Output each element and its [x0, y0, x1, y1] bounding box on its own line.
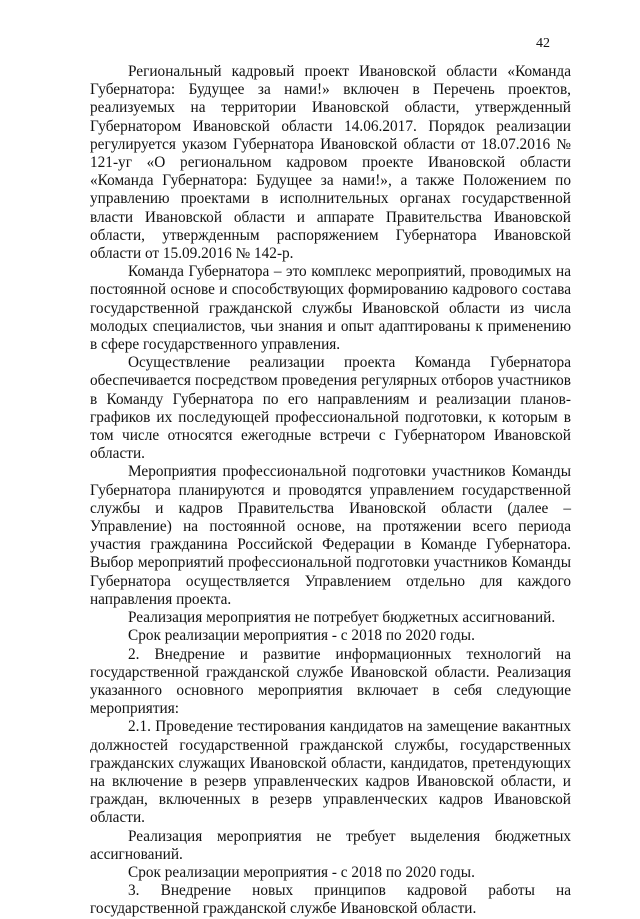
paragraph-team-definition: Команда Губернатора – это комплекс мероприятий, проводимых на постоянной основе и способствующих формированию кадрового состава государственной гражданской службы Ивановской области из числа молодых специалистов, чьи знания и опыт адаптированы к применению в сфере государственного управления. [90, 263, 571, 354]
paragraph-it-development: 2. Внедрение и развитие информационных технологий на государственной гражданской службе Ивановской области. Реализация указанного основного мероприятия включает в себя следующие мероприятия: [90, 645, 571, 718]
paragraph-testing: 2.1. Проведение тестирования кандидатов на замещение вакантных должностей государственной гражданской службы, государственных гражданских служащих Ивановской области, кандидатов, претендующих на включение в резерв управленческих кадров Ивановской области, и граждан, включенных в резерв управленческих кадров Ивановской области. [90, 718, 571, 827]
paragraph-implementation: Осуществление реализации проекта Команда Губернатора обеспечивается посредством проведения регулярных отборов участников в Команду Губернатора по его направлениям и реализации планов-графиков их последующей профессиональной подготовки, к которым в том числе относятся ежегодные встречи с Губернатором Ивановской области. [90, 354, 571, 463]
paragraph-training-events: Мероприятия профессиональной подготовки участников Команды Губернатора планируются и проводятся управлением государственной службы и кадров Правительства Ивановской области (далее – Управление) на постоянной основе, на протяжении всего периода участия гражданина Российской Федерации в Команде Губернатора. Выбор мероприятий профессиональной подготовки участников Команды Губернатора осуществляется Управлением отдельно для каждого направления проекта. [90, 463, 571, 608]
paragraph-term: Срок реализации мероприятия - с 2018 по 2020 годы. [128, 627, 475, 645]
paragraph-new-principles: 3. Внедрение новых принципов кадровой работы на государственной гражданской службе Ивановской области. [90, 882, 571, 918]
paragraph-regional-project: Региональный кадровый проект Ивановской области «Команда Губернатора: Будущее за нами!» включен в Перечень проектов, реализуемых на территории Ивановской области, утвержденный Губернатором Ивановской области 14.06.2017. Порядок реализации регулируется указом Губернатора Ивановской области от 18.07.2016 № 121-уг «О региональном кадровом проекте Ивановской области «Команда Губернатора: Будущее за нами!», а также Положением по управлению проектами в исполнительных органах государственной власти Ивановской области и аппарате Правительства Ивановской области, утвержденным распоряжением Губернатора Ивановской области от 15.09.2016 № 142-р. [90, 63, 571, 263]
paragraph-no-budget: Реализация мероприятия не потребует бюджетных ассигнований. [128, 609, 556, 627]
page-number: 42 [536, 36, 550, 51]
paragraph-no-budget-allocation: Реализация мероприятия не требует выделения бюджетных ассигнований. [90, 827, 571, 863]
paragraph-term-2: Срок реализации мероприятия - с 2018 по 2020 годы. [128, 863, 475, 881]
document-body [90, 63, 571, 919]
